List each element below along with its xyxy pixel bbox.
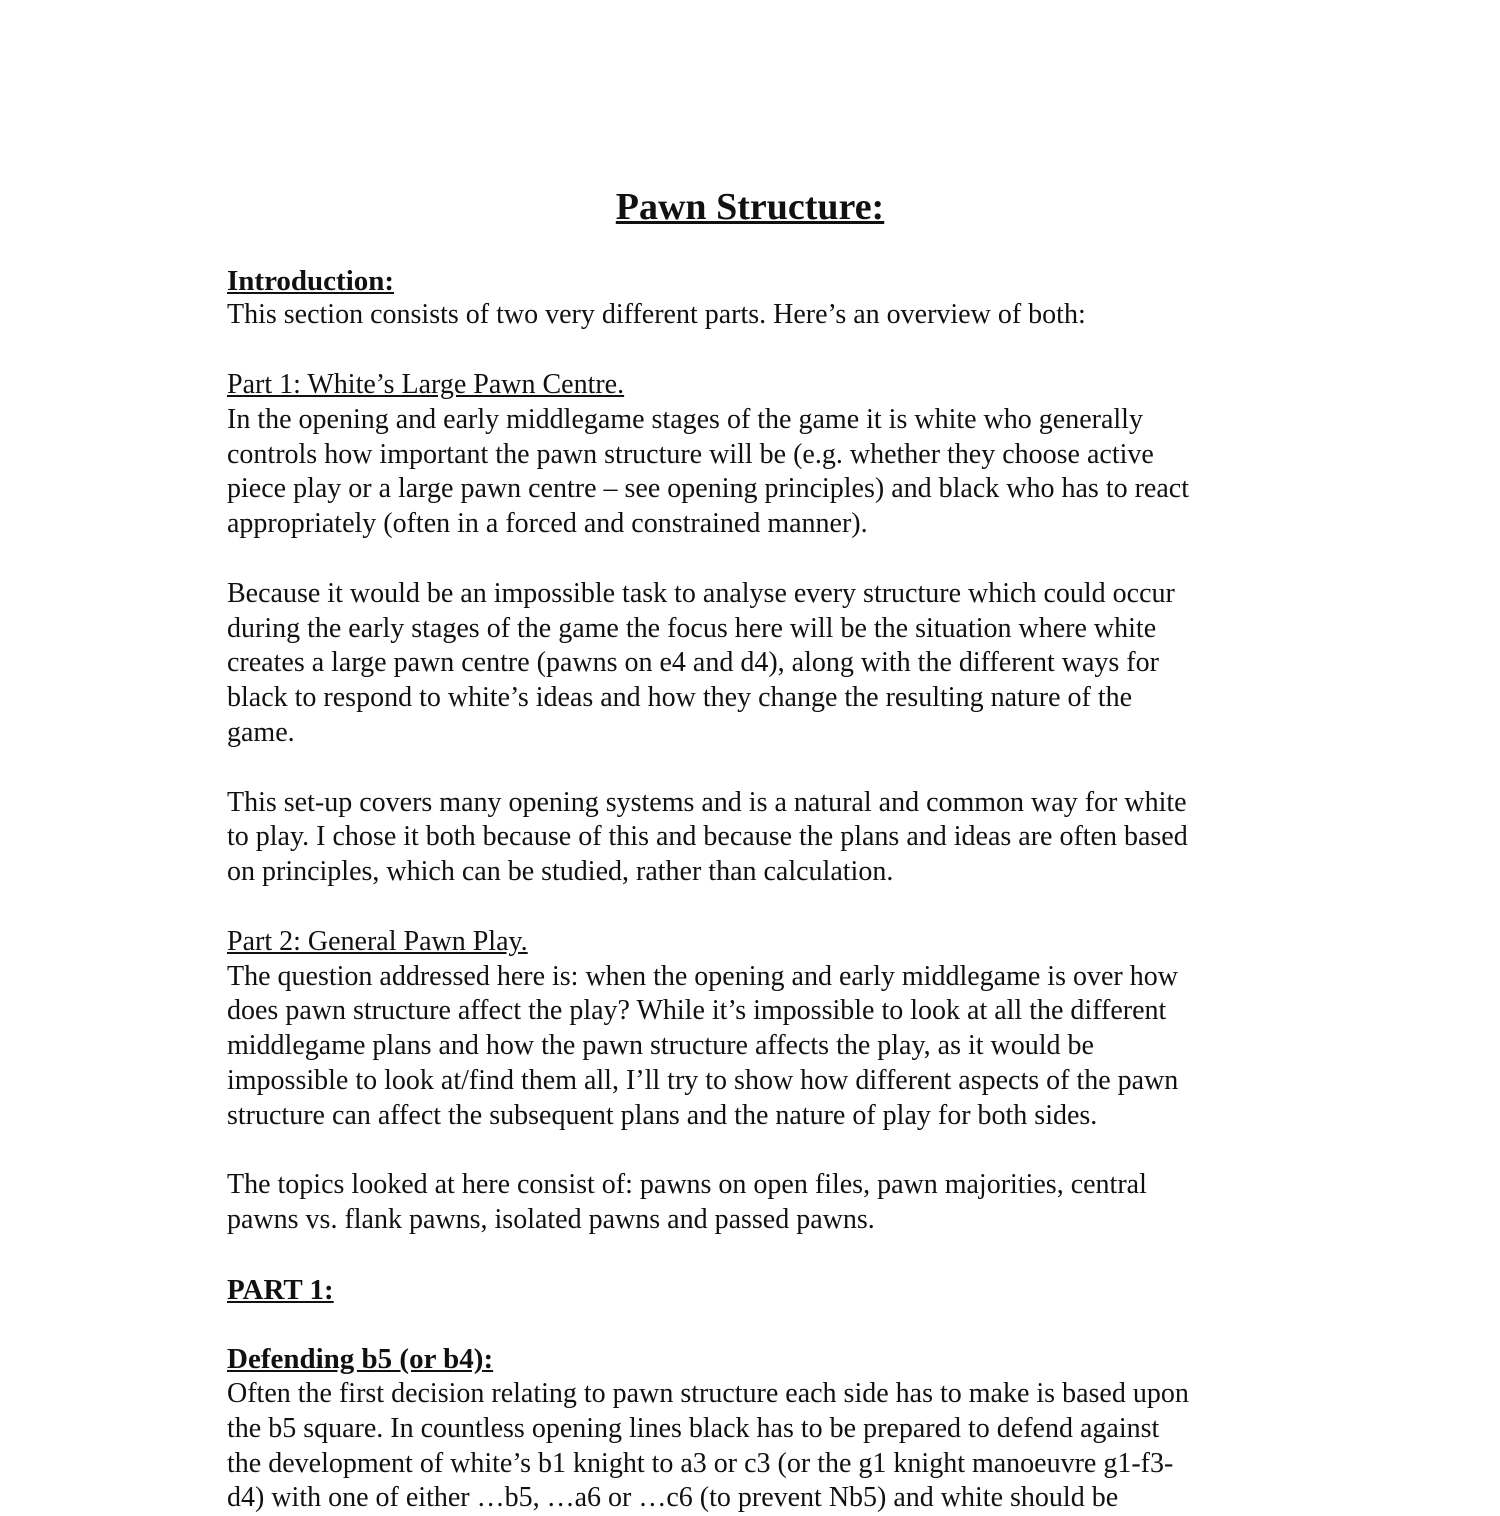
section-heading: Defending b5 (or b4): [227,1343,494,1376]
paragraph-line: structure can affect the subsequent plans and the nature of play for both sides. [227,1099,1098,1131]
blank-line [227,1238,1327,1273]
blank-line [227,542,1327,577]
blank-line [227,890,1327,925]
paragraph-line: Often the first decision relating to pawn structure each side has to make is based upon [227,1378,1189,1410]
paragraph-line: In the opening and early middlegame stages of the game it is white who generally [227,403,1143,435]
paragraph-line: to play. I chose it both because of this and because the plans and ideas are often based [227,821,1188,853]
blank-line [227,333,1327,368]
paragraph-line: pawns vs. flank pawns, isolated pawns and passed pawns. [227,1204,875,1236]
paragraph-line: Because it would be an impossible task to analyse every structure which could occur [227,577,1175,609]
paragraph-line: piece play or a large pawn centre – see opening principles) and black who has to react [227,473,1189,505]
paragraph-line: The question addressed here is: when the opening and early middlegame is over how [227,960,1178,992]
paragraph-line: This set-up covers many opening systems and is a natural and common way for white [227,786,1187,818]
subsection-heading: Part 1: White’s Large Pawn Centre. [227,368,625,400]
paragraph-line: d4) with one of either …b5, …a6 or …c6 (to prevent Nb5) and white should be [227,1482,1119,1514]
paragraph-line: The topics looked at here consist of: pawns on open files, pawn majorities, central [227,1169,1147,1201]
paragraph-line: impossible to look at/find them all, I’ll try to show how different aspects of the pawn [227,1064,1179,1096]
page-title: Pawn Structure: [615,186,885,228]
subsection-heading: Part 2: General Pawn Play. [227,925,528,957]
paragraph-line: game. [227,716,295,748]
paragraph-line: controls how important the pawn structure will be (e.g. whether they choose active [227,438,1154,470]
section-heading: Introduction: [227,264,395,297]
paragraph-line: during the early stages of the game the focus here will be the situation where white [227,612,1157,644]
paragraph-line: on principles, which can be studied, rather than calculation. [227,856,894,888]
blank-line [227,1134,1327,1169]
document-body [227,264,1327,1516]
paragraph-line: This section consists of two very different parts. Here’s an overview of both: [227,299,1086,331]
paragraph-line: the b5 square. In countless opening lines black has to be prepared to defend against [227,1412,1160,1444]
paragraph-line: middlegame plans and how the pawn structure affects the play, as it would be [227,1030,1094,1062]
section-heading: PART 1: [227,1273,334,1306]
blank-line [227,751,1327,786]
paragraph-line: appropriately (often in a forced and constrained manner). [227,508,868,540]
paragraph-line: does pawn structure affect the play? While it’s impossible to look at all the different [227,995,1167,1027]
paragraph-line: the development of white’s b1 knight to a3 or c3 (or the g1 knight manoeuvre g1-f3- [227,1447,1174,1479]
paragraph-line: creates a large pawn centre (pawns on e4 and d4), along with the different ways for [227,647,1159,679]
paragraph-line: black to respond to white’s ideas and how they change the resulting nature of the [227,682,1133,714]
blank-line [227,1308,1327,1343]
